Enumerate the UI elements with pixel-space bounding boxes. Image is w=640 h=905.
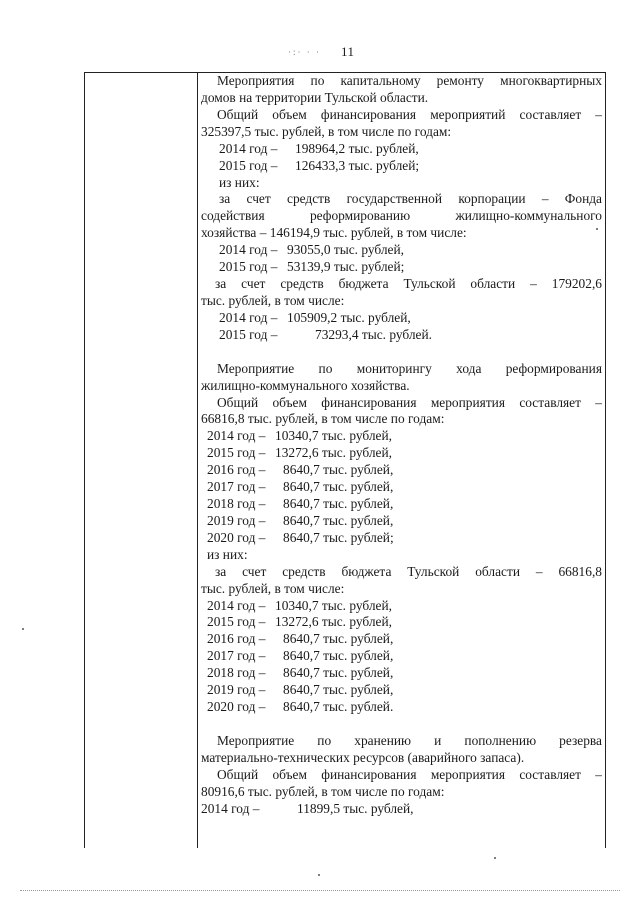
budget-source-line: тыс. рублей, в том числе: xyxy=(201,580,345,596)
total-funding-line: Общий объем финансирования мероприятия составляет – xyxy=(217,766,602,782)
budget-source-line: тыс. рублей, в том числе: xyxy=(201,292,345,308)
block-emergency-reserve xyxy=(201,733,602,818)
block-title-line: материально-технических ресурсов (аварийного запаса). xyxy=(201,749,525,765)
total-funding-line: 66816,8 тыс. рублей, в том числе по годам: xyxy=(201,411,445,427)
year-row: 2015 год – 126433,3 тыс. рублей; xyxy=(219,157,420,173)
fund-source-line: хозяйства – 146194,9 тыс. рублей, в том числе: xyxy=(201,225,467,241)
year-row: 2014 год – 10340,7 тыс. рублей, xyxy=(207,428,393,444)
block-title-line: Мероприятия по капитальному ремонту многоквартирных xyxy=(217,73,602,88)
scan-edge-artifact xyxy=(20,890,620,892)
year-row: 2015 год – 13272,6 тыс. рублей, xyxy=(207,614,393,630)
scan-artifact: ·:· · · xyxy=(288,47,321,57)
block-monitoring xyxy=(201,361,602,716)
block-title-line: домов на территории Тульской области. xyxy=(201,89,429,105)
total-funding-line: Общий объем финансирования мероприятий составляет – xyxy=(217,106,602,122)
year-row: 2016 год – 8640,7 тыс. рублей, xyxy=(207,462,394,478)
year-row: 2014 год – 10340,7 тыс. рублей, xyxy=(207,597,393,613)
year-row: 2019 год – 8640,7 тыс. рублей, xyxy=(207,682,394,698)
block-title-line: Мероприятие по хранению и пополнению резерва xyxy=(217,732,602,748)
budget-source-line: за счет средств бюджета Тульской области – 66816,8 xyxy=(215,563,602,579)
year-row: 2015 год – 73293,4 тыс. рублей. xyxy=(219,326,433,342)
year-row: 2019 год – 8640,7 тыс. рублей, xyxy=(207,512,394,528)
year-row: 2017 год – 8640,7 тыс. рублей, xyxy=(207,648,394,664)
budget-source-line: за счет средств бюджета Тульской области – 179202,6 xyxy=(215,276,602,292)
of-which-label: из них: xyxy=(219,174,260,190)
of-which-label: из них: xyxy=(207,546,248,562)
table-column-divider xyxy=(197,72,198,848)
page-number: 11 xyxy=(341,44,355,59)
scan-speck xyxy=(494,857,496,859)
year-row: 2020 год – 8640,7 тыс. рублей. xyxy=(207,699,394,715)
total-funding-line: Общий объем финансирования мероприятия составляет – xyxy=(217,394,602,410)
total-funding-line: 325397,5 тыс. рублей, в том числе по годам: xyxy=(201,123,452,139)
scan-speck xyxy=(596,228,598,230)
year-row: 2018 год – 8640,7 тыс. рублей, xyxy=(207,496,394,512)
year-row: 2014 год – 93055,0 тыс. рублей, xyxy=(219,242,405,258)
year-row: 2014 год – 11899,5 тыс. рублей, xyxy=(201,800,414,816)
year-row: 2020 год – 8640,7 тыс. рублей; xyxy=(207,529,394,545)
year-row: 2017 год – 8640,7 тыс. рублей, xyxy=(207,479,394,495)
total-funding-line: 80916,6 тыс. рублей, в том числе по годам: xyxy=(201,783,445,799)
year-row: 2014 год – 105909,2 тыс. рублей, xyxy=(219,309,411,325)
year-row: 2018 год – 8640,7 тыс. рублей, xyxy=(207,665,394,681)
scan-speck xyxy=(22,628,24,630)
year-row: 2016 год – 8640,7 тыс. рублей, xyxy=(207,631,394,647)
block-title-line: Мероприятие по мониторингу хода реформирования xyxy=(217,360,602,376)
fund-source-line: содействия реформированию жилищно-коммунального xyxy=(201,208,602,224)
year-row: 2015 год – 13272,6 тыс. рублей, xyxy=(207,445,393,461)
block-title-line: жилищно-коммунального хозяйства. xyxy=(201,377,410,393)
year-row: 2015 год – 53139,9 тыс. рублей; xyxy=(219,259,405,275)
year-row: 2014 год – 198964,2 тыс. рублей, xyxy=(219,140,419,156)
fund-source-line: за счет средств государственной корпорации – Фонда xyxy=(219,191,602,207)
scan-speck xyxy=(318,874,320,876)
paragraph-gap xyxy=(201,344,602,361)
table-cell-content xyxy=(201,73,602,818)
block-capital-repair xyxy=(201,73,602,344)
paragraph-gap xyxy=(201,716,602,733)
